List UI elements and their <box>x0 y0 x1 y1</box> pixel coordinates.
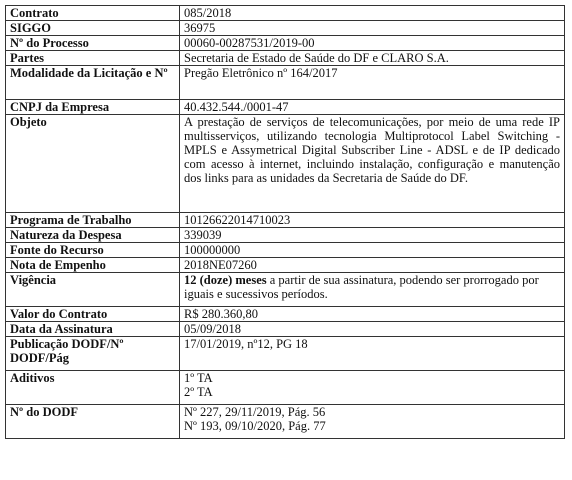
table-row <box>6 66 565 100</box>
row-label: SIGGO <box>6 21 180 36</box>
row-label: Fonte do Recurso <box>6 243 180 258</box>
aditivo-item: 2º TA <box>184 385 213 399</box>
row-value: Pregão Eletrônico nº 164/2017 <box>180 66 565 100</box>
row-value: 17/01/2019, nº12, PG 18 <box>180 337 565 371</box>
table-row <box>6 405 565 439</box>
row-value: R$ 280.360,80 <box>180 307 565 322</box>
row-value: 100000000 <box>180 243 565 258</box>
row-label: Contrato <box>6 6 180 21</box>
table-row <box>6 51 565 66</box>
contract-table <box>5 5 565 439</box>
row-label: CNPJ da Empresa <box>6 100 180 115</box>
row-value: 085/2018 <box>180 6 565 21</box>
table-row <box>6 371 565 405</box>
row-label: Aditivos <box>6 371 180 405</box>
row-label: Data da Assinatura <box>6 322 180 337</box>
row-label: Objeto <box>6 115 180 213</box>
row-value <box>180 405 565 439</box>
table-row <box>6 243 565 258</box>
table-row <box>6 307 565 322</box>
row-value: A prestação de serviços de telecomunicações, por meio de uma rede IP multisserviços, utilizando tecnologia Multiprotocol Label Switching - MPLS e Assymetrical Digital Subscriber Line - ADSL e de IP dedicado com acesso à internet, incluindo instalação, configuração e manutenção dos links para as unidades da Secretaria de Saúde do DF. <box>180 115 565 213</box>
row-label: Nº do Processo <box>6 36 180 51</box>
row-value: 36975 <box>180 21 565 36</box>
table-row <box>6 213 565 228</box>
vigencia-duration: 12 (doze) meses <box>184 273 267 287</box>
row-value: 339039 <box>180 228 565 243</box>
row-value <box>180 273 565 307</box>
vigencia-detail: a partir de sua assinatura, podendo ser prorrogado por iguais e sucessivos períodos. <box>184 273 539 301</box>
table-row <box>6 100 565 115</box>
row-label: Vigência <box>6 273 180 307</box>
row-label: Publicação DODF/Nº DODF/Pág <box>6 337 180 371</box>
row-value: Secretaria de Estado de Saúde do DF e CLARO S.A. <box>180 51 565 66</box>
row-value: 40.432.544./0001-47 <box>180 100 565 115</box>
row-label: Modalidade da Licitação e Nº <box>6 66 180 100</box>
table-row <box>6 322 565 337</box>
table-row <box>6 6 565 21</box>
row-label: Natureza da Despesa <box>6 228 180 243</box>
row-label: Programa de Trabalho <box>6 213 180 228</box>
row-label: Nº do DODF <box>6 405 180 439</box>
row-value: 00060-00287531/2019-00 <box>180 36 565 51</box>
row-label: Valor do Contrato <box>6 307 180 322</box>
dodf-item: Nº 193, 09/10/2020, Pág. 77 <box>184 419 326 433</box>
row-value: 2018NE07260 <box>180 258 565 273</box>
row-value: 10126622014710023 <box>180 213 565 228</box>
table-row <box>6 228 565 243</box>
row-value <box>180 371 565 405</box>
table-row <box>6 258 565 273</box>
row-value: 05/09/2018 <box>180 322 565 337</box>
contract-sheet <box>5 5 565 439</box>
table-row <box>6 115 565 213</box>
table-row <box>6 36 565 51</box>
table-row <box>6 21 565 36</box>
table-row <box>6 273 565 307</box>
row-label: Nota de Empenho <box>6 258 180 273</box>
dodf-item: Nº 227, 29/11/2019, Pág. 56 <box>184 405 326 419</box>
table-row <box>6 337 565 371</box>
row-label: Partes <box>6 51 180 66</box>
aditivo-item: 1º TA <box>184 371 213 385</box>
